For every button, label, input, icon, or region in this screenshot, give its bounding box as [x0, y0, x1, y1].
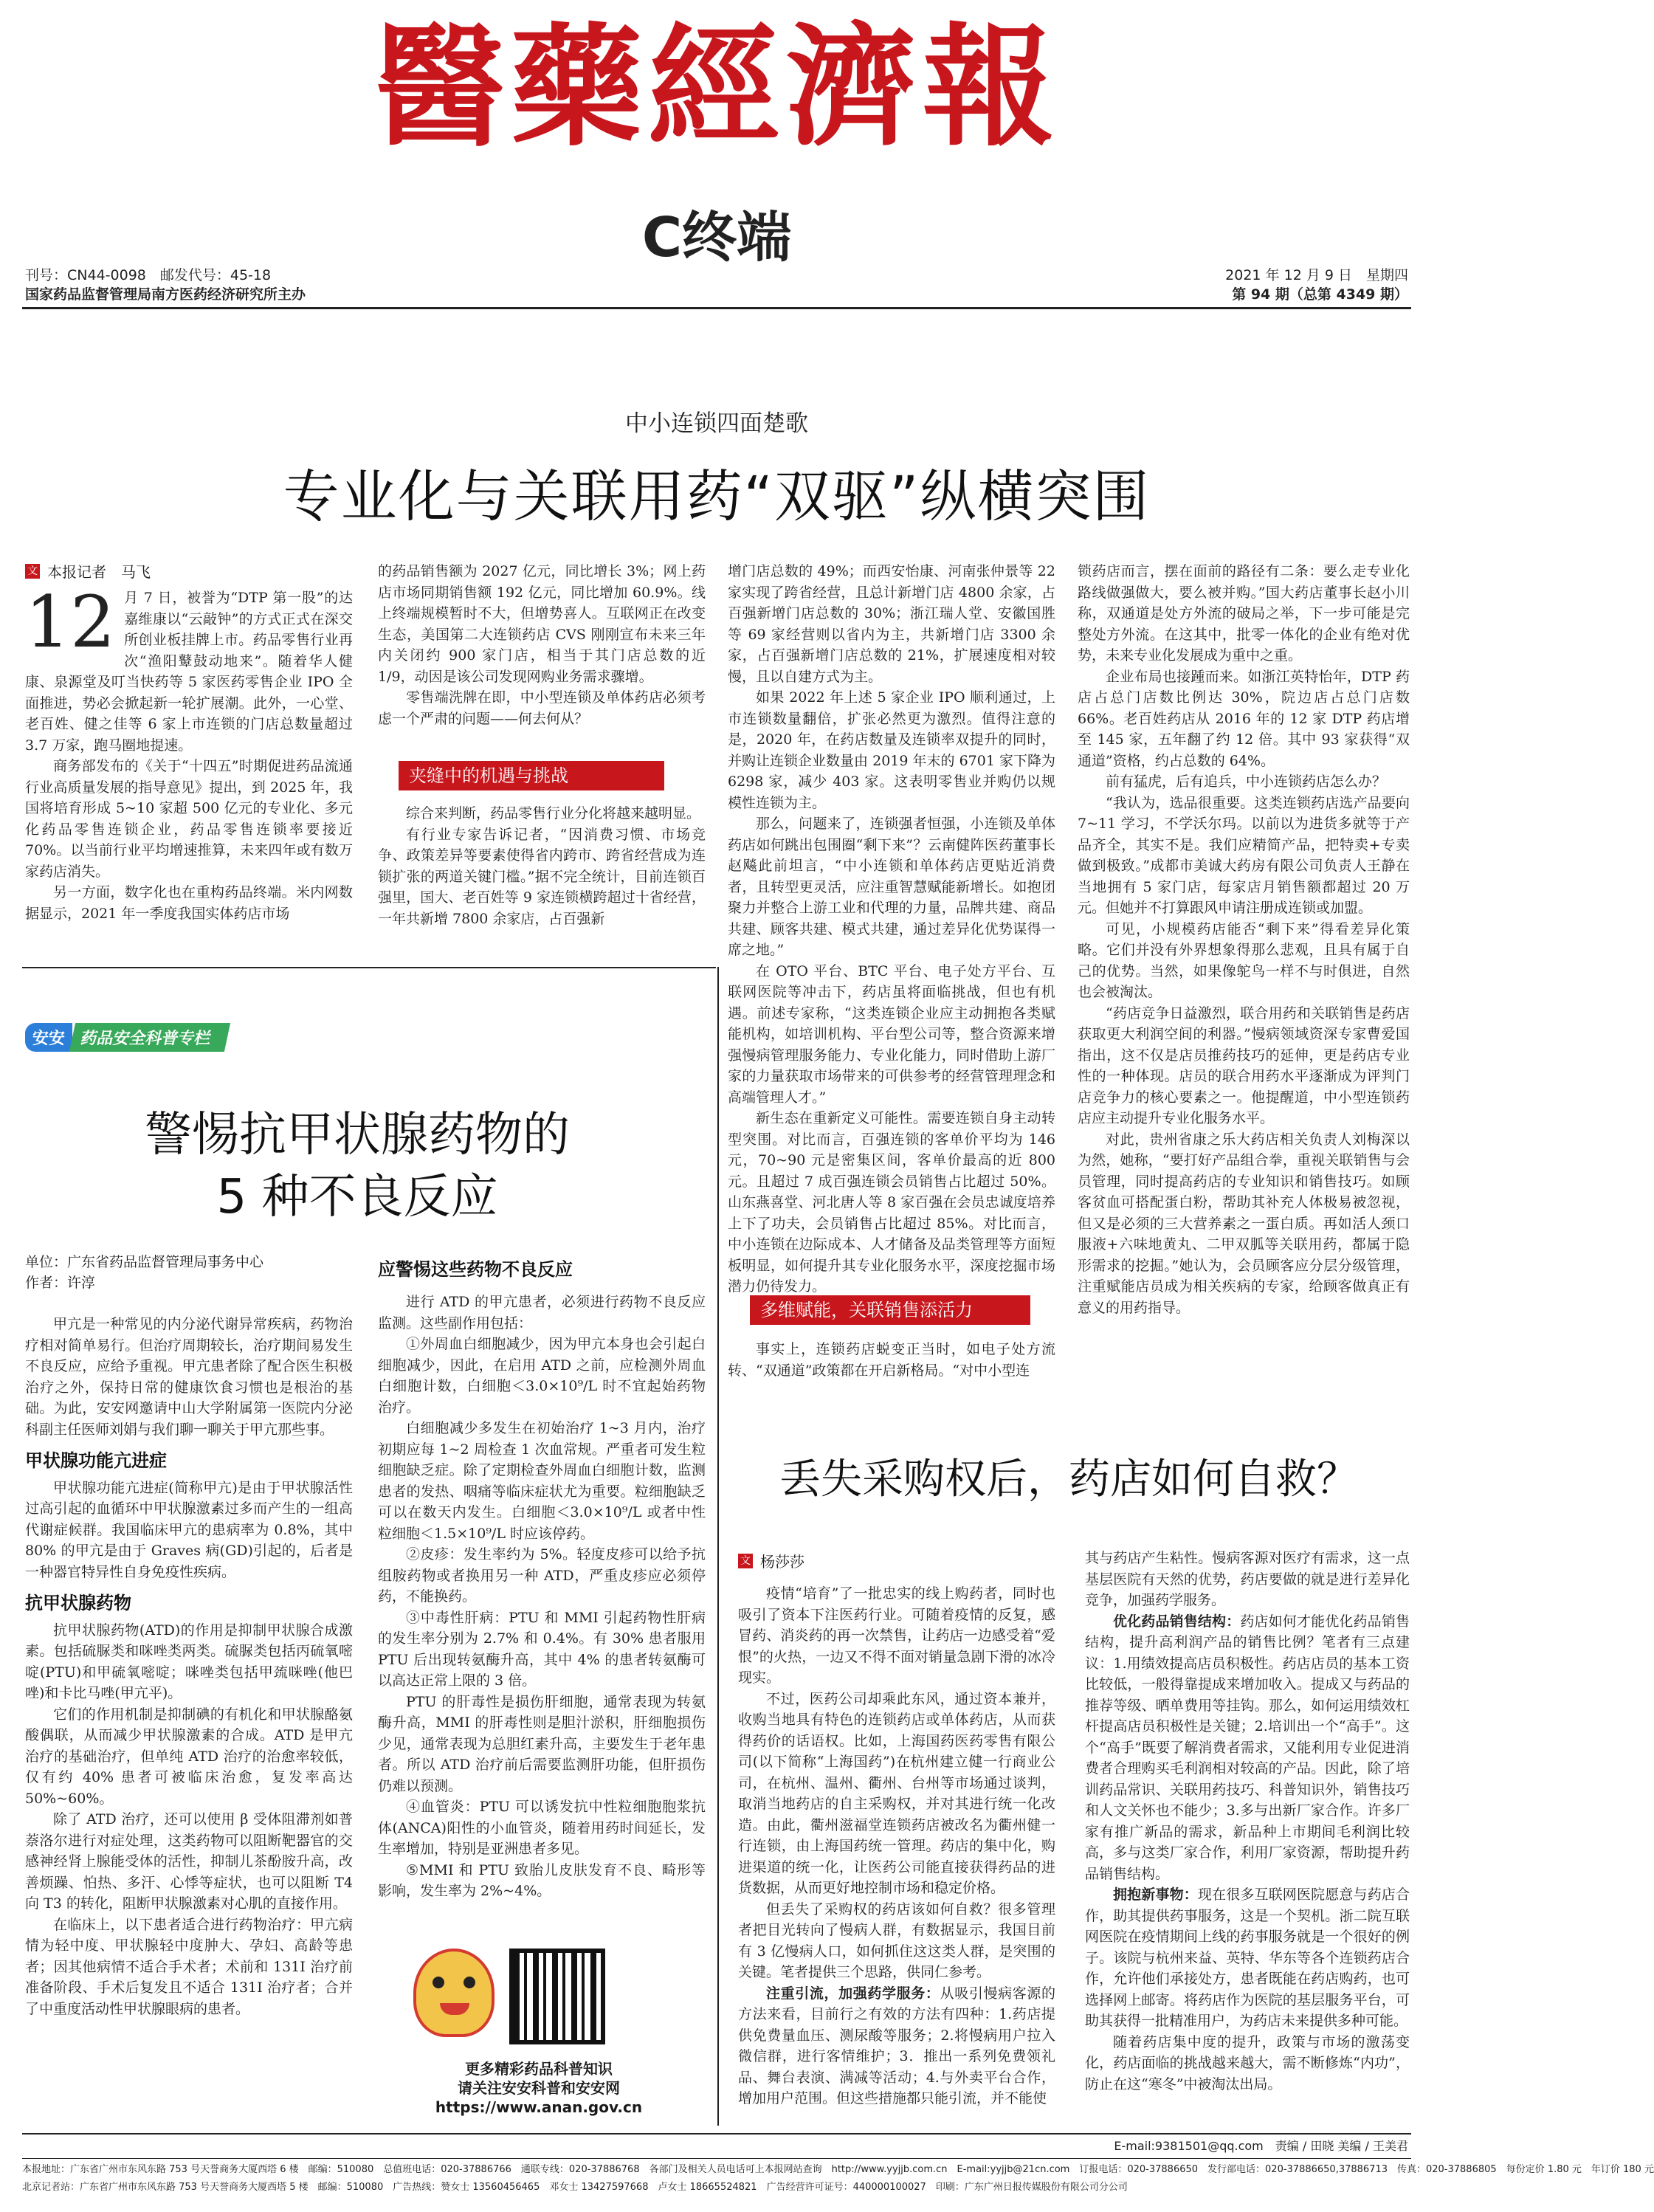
paragraph: 除了 ATD 治疗，还可以使用 β 受体阻滞剂如普萘洛尔进行对症处理，这类药物可以阻断靶器官的交感神经肾上腺能受体的活性，抑制儿茶酚胺升高，改善烦躁、怕热、多汗、心悸等症状，也可以阻断 T4 向 T3 的转化，阻断甲状腺激素对心肌的直接作用。 [25, 1811, 353, 1912]
mascot-image [413, 1949, 495, 2037]
footer-rule [22, 2133, 1411, 2135]
footer-editor-names: 责编 / 田晓 美编 / 王美君 [1275, 2139, 1408, 2153]
paragraph: 但丢失了采购权的药店该如何自救？很多管理者把目光转向了慢病人群，有数据显示，我国目前有 3 亿慢病人口，如何抓住这这类人群，是突围的关键。笔者提供三个思路，供同仁参考。 [738, 1901, 1055, 1980]
paragraph: 综合来判断，药品零售行业分化将越来越明显。 [406, 805, 701, 821]
publication-code: 刊号：CN44-0098 邮发代号：45-18 [25, 267, 272, 283]
subheading: 甲状腺功能亢进症 [25, 1450, 167, 1471]
paragraph: 月 7 日，被誉为“DTP 第一股”的达嘉维康以“云敲钟”的方式正式在深交所创业板挂牌上市。药品零售行业再次“渔阳鼙鼓动地来”。随着华人健康、泉源堂及叮当快药等 5 家医药零售企业 IPO 全面推进，势必会掀起新一轮扩展潮。此外，一心堂、老百姓、健之佳等 6 家上市连锁的门店总数量超过 3.7 万家，跑马圈地提速。 [25, 590, 353, 754]
inline-subheading: 优化药品销售结构： [1113, 1613, 1241, 1630]
lead-kicker: 中小连锁四面楚歌 [625, 410, 808, 437]
paragraph: 可见，小规模药店能否“剩下来”得看差异化策略。它们并没有外界想象得那么悲观，且具有属于自己的优势。当然，如果像鸵鸟一样不与时俱进，自然也会被淘汰。 [1078, 920, 1410, 1000]
paragraph: 的药品销售额为 2027 亿元，同比增长 3%；网上药店市场同期销售额 192 亿元，同比增加 60.9%。线上终端规模暂时不大，但增势喜人。互联网正在改变生态，美国第二大连锁药店 CVS 刚刚宣布未来三年内关闭约 900 家门店，相当于其门店总数的近 1/9，动因是该公司发现网购业务需求骤增。 [378, 563, 706, 685]
qr-caption-url[interactable]: https://www.anan.gov.cn [435, 2098, 643, 2116]
footer-address-line: 本报地址：广东省广州市东风东路 753 号天誉商务大厦西塔 6 楼 邮编：510080 总值班电话：020-37886766 通联专线：020-37886768 各部门及相关人员电话可上本报网站查询 http://www.yyjjb.com.cn E-mail:yyjjb@21cn.com 订报电话：020-37886650 发行部电话：020-37886650,37886713 传真：020-37886805 每份定价 1.80 元 年订价 180 元 [22, 2164, 1654, 2175]
qr-caption [428, 2059, 649, 2117]
paragraph: 其与药店产生粘性。慢病客源对医疗有需求，这一点基层医院有天然的优势，药店要做的就是进行差异化竞争，加强药学服务。 [1085, 1550, 1410, 1608]
paragraph: 甲亢是一种常见的内分泌代谢异常疾病，药物治疗相对简单易行。但治疗周期较长，治疗期间易发生不良反应，应给予重视。甲亢患者除了配合医生积极治疗之外，保持日常的健康饮食习惯也是根治的基础。为此，安安网邀请中山大学附属第一医院内分泌科副主任医师刘娟与我们聊一聊关于甲亢那些事。 [25, 1316, 353, 1438]
mascot-eye [464, 1977, 475, 1988]
paragraph: 零售端洗牌在即，中小型连锁及单体药店必须考虑一个严肃的问题——何去何从？ [378, 689, 706, 727]
issue-number: 第 94 期（总第 4349 期） [1232, 286, 1408, 303]
footer-editors [1114, 2139, 1408, 2154]
mascot-eye [433, 1977, 444, 1988]
paragraph: 另一方面，数字化也在重构药品终端。米内网数据显示，2021 年一季度我国实体药店市场 [25, 884, 353, 922]
paragraph: 甲状腺功能亢进症(简称甲亢)是由于甲状腺活性过高引起的血循环中甲状腺激素过多而产生的一组高代谢症候群。我国临床甲亢的患病率为 0.8%，其中 80% 的甲亢是由于 Graves 病(GD)引起的，后者是一种器官特异性自身免疫性疾病。 [25, 1479, 353, 1580]
paragraph: 前有猛虎，后有追兵，中小连锁药店怎么办？ [1106, 773, 1387, 790]
paragraph: “药店竞争日益激烈，联合用药和关联销售是药店获取更大利润空间的利器。”慢病领域资深专家曹爱国指出，这不仅是店员推药技巧的延伸，更是药店专业性的一种体现。店员的联合用药水平逐渐成为评判门店竞争力的核心要素之一。他提醒道，中小型连锁药店应主动提升专业化服务水平。 [1078, 1005, 1410, 1126]
health-title-line1: 警惕抗甲状腺药物的 [145, 1108, 570, 1162]
header-rule [22, 307, 1411, 309]
lead-headline: 专业化与关联用药“双驱”纵横突围 [283, 464, 1151, 529]
paragraph: 随着药店集中度的提升，政策与市场的激荡变化，药店面临的挑战越来越大，需不断修炼“内功”，防止在这“寒冬”中被淘汰出局。 [1085, 2033, 1410, 2092]
second-column-2 [1085, 1548, 1410, 2126]
second-headline: 丢失采购权后，药店如何自救？ [779, 1455, 1358, 1503]
health-unit: 单位：广东省药品监督管理局事务中心 [25, 1254, 264, 1270]
paragraph: 在 OTO 平台、BTC 平台、电子处方平台、互联网医院等冲击下，药店虽将面临挑战，但也有机遇。前述专家称，“这类连锁企业应主动拥抱各类赋能机构，如培训机构、平台型公司等，整合资源来增强慢病管理服务能力、专业化能力，同时借助上游厂家的力量获取市场带来的可供参考的经营管理理念和高端管理人才。” [728, 962, 1055, 1106]
paragraph: 商务部发布的《关于“十四五”时期促进药品流通行业高质量发展的指导意见》提出，到 2025 年，我国将培育形成 5~10 家超 500 亿元的专业化、多元化药品零售连锁企业，药品零售连锁率要接近 70%。以当前行业平均增速推算，未来四年或有数万家药店消失。 [25, 758, 353, 880]
qr-caption-line: 更多精彩药品科普知识 [465, 2060, 613, 2078]
issue-date: 2021 年 12 月 9 日 星期四 [1225, 267, 1408, 283]
paragraph: ⑤MMI 和 PTU 致胎儿皮肤发育不良、畸形等影响，发生率为 2%~4%。 [378, 1861, 706, 1899]
inline-subheading: 拥抱新事物： [1113, 1887, 1198, 1903]
health-column-1 [25, 1314, 353, 2122]
lead-column-2b [378, 803, 706, 951]
paragraph: 增门店总数的 49%；而西安怡康、河南张仲景等 22 家实现了跨省经营，且总计新增门店 4800 余家，占百强新增门店总数的 30%；浙江瑞人堂、安徽国胜等 69 家经营则以省内为主，共新增门店 3300 余家，占百强新增门店总数的 21%，扩展速度相对较慢，且以自建方式为主。 [728, 563, 1055, 685]
health-column-2 [378, 1292, 706, 1919]
paragraph: 企业布局也接踵而来。如浙江英特怡年，DTP 药店占总门店数比例达 30%，院边店占总门店数 66%。老百姓药店从 2016 年的 12 家 DTP 药店增至 145 家，五年翻了约 12 倍。其中 93 家获得“双通道”资格，约占总数的 64%。 [1078, 668, 1410, 769]
lead-column-2a [378, 561, 706, 754]
paragraph: 疫情“培育”了一批忠实的线上购药者，同时也吸引了资本下注医药行业。可随着疫情的反复，感冒药、消炎药的再一次禁售，让药店一边感受着“爱恨”的火热，一边又不得不面对销量急剧下滑的冰冷现实。 [738, 1585, 1055, 1686]
paragraph: ④血管炎：PTU 可以诱发抗中性粒细胞胞浆抗体(ANCA)阳性的小血管炎，随着用药时间延长，发生率增加，特别是亚洲患者多见。 [378, 1799, 706, 1857]
masthead-title: 醫藥經濟報 [373, 10, 1060, 164]
paragraph: 不过，医药公司却乘此东风，通过资本兼并，收购当地具有特色的连锁药店或单体药店，从而获得药价的话语权。比如，上海国药医药零售有限公司(以下简称“上海国药”)在杭州建立健一行商业公司，在杭州、温州、衢州、台州等市场通过谈判，取消当地药店的自主采购权，并对其进行统一化改造。由此，衢州滋福堂连锁药店被改名为衢州健一行连锁，由上海国药统一管理。药店的集中化，购进渠道的统一化，让医药公司能直接获得药品的进货数据，从而更好地控制市场和稳定价格。 [738, 1690, 1055, 1896]
paragraph: ②皮疹：发生率约为 5%。轻度皮疹可以给予抗组胺药物或者换用另一种 ATD，严重皮疹应必须停药，不能换药。 [378, 1546, 706, 1605]
second-author: 杨莎莎 [760, 1553, 804, 1571]
paragraph: 从吸引慢病客源的方法来看，目前行之有效的方法有四种：1.药店提供免费量血压、测尿酸等服务；2.将慢病用户拉入微信群，进行客情维护；3．推出一系列免费领礼品、舞台表演、满减等活动；4.与外卖平台合作，增加用户范围。但这些措施都只能引流，并不能使 [738, 1985, 1055, 2106]
lead-column-1 [25, 581, 353, 957]
second-column-1 [738, 1583, 1055, 2126]
qr-code[interactable] [509, 1949, 605, 2044]
lead-byline [25, 560, 151, 582]
paragraph: 如果 2022 年上述 5 家企业 IPO 顺利通过，上市连锁数量翻倍，扩张必然更为激烈。值得注意的是，2020 年，在药店数量及连锁率双提升的同时，并购让连锁企业数量由 2019 年末的 6701 家下降为 6298 家，减少 403 家。这表明零售业并购仍以规模性连锁为主。 [728, 689, 1055, 811]
paragraph: 在临床上，以下患者适合进行药物治疗：甲亢病情为轻中度、甲状腺轻中度肿大、孕妇、高龄等患者；因其他病情不适合手术者；术前和 131I 治疗前准备阶段、手术后复发且不适合 131I 治疗者；合并了中重度活动性甲状腺眼病的患者。 [25, 1916, 353, 2017]
paragraph: 有行业专家告诉记者，“因消费习惯、市场竞争、政策差异等要素使得省内跨市、跨省经营成为连锁扩张的两道关键门槛。”据不完全统计，目前连锁百强里，国大、老百姓等 9 家连锁横跨超过十省经营，一年共新增 7800 余家店，占百强新 [378, 826, 706, 927]
lead-column-4 [1078, 561, 1410, 1384]
dropcap: 12 [25, 581, 116, 664]
paragraph: 进行 ATD 的甲亢患者，必须进行药物不良反应监测。这些副作用包括： [378, 1294, 706, 1331]
subheading: 应警惕这些药物不良反应 [378, 1259, 573, 1280]
anan-banner [25, 1023, 227, 1052]
paragraph: 它们的作用机制是抑制碘的有机化和甲状腺酪氨酸偶联，从而减少甲状腺激素的合成。ATD 是甲亢治疗的基础治疗，但单纯 ATD 治疗的治愈率较低，仅有约 40% 患者可被临床治愈，复发率高达 50%~60%。 [25, 1706, 353, 1807]
paragraph: 白细胞减少多发生在初始治疗 1~3 月内，治疗初期应每 1~2 周检查 1 次血常规。严重者可发生粒细胞缺乏症。除了定期检查外周血白细胞计数，监测患者的发热、咽痛等临床症状尤为重要。粒细胞缺乏可以在数天内发生。白细胞＜3.0×10⁹/L 或者中性粒细胞＜1.5×10⁹/L 时应该停药。 [378, 1420, 706, 1542]
footer-contact-line: 北京记者站：广东省广州市东风东路 753 号天誉商务大厦西塔 5 楼 邮编：510080 广告热线：赞女士 13560456465 邓女士 13427597668 卢女士 18665524821 广告经营许可证号：440000100027 印刷：广东广州日报传媒股份有限公司分公司 [22, 2182, 1128, 2193]
paragraph: 药店如何才能优化药品销售结构，提升高利润产品的销售比例？笔者有三点建议：1.用绩效提高店员积极性。药店店员的基本工资比较低，一般得靠提成来增加收入。提成又与药品的推荐等级、晒单费用等挂钩。那么，如何运用绩效杠杆提高店员积极性是关键；2.培训出一个“高手”。这个“高手”既要了解消费者需求，又能利用专业促进消费者合理购买毛利润相对较高的产品。因此，除了培训药品常识、关联用药技巧、科普知识外，销售技巧和人文关怀也不能少；3.多与出新厂家合作。许多厂家有推广新品的需求，新品种上市期间毛利润比较高，多与这类厂家合作，利用厂家资源，帮助提升药品销售结构。 [1085, 1613, 1410, 1882]
paragraph: 抗甲状腺药物(ATD)的作用是抑制甲状腺合成激素。包括硫脲类和咪唑类两类。硫脲类包括丙硫氧嘧啶(PTU)和甲硫氧嘧啶；咪唑类包括甲巯咪唑(他巴唑)和卡比马唑(甲亢平)。 [25, 1622, 353, 1701]
section-divider [22, 967, 716, 968]
footer-rule-thin [22, 2158, 1411, 2159]
byline-marker: 文 [738, 1554, 753, 1568]
paragraph: 现在很多互联网医院愿意与药店合作，助其提供药事服务，这是一个契机。浙二院互联网医院在疫情期间上线的药事服务就是一个很好的例子。该院与杭州来益、英特、华东等各个连锁药店合作，允许他们承接处方，患者既能在药店购药，也可选择网上邮寄。将药店作为医院的基层服务平台，可助其获得一批精准用户，为药店未来提供多种可能。 [1085, 1887, 1410, 2029]
column-divider [717, 967, 719, 2126]
byline-marker: 文 [25, 564, 40, 579]
qr-caption-line: 请关注安安科普和安安网 [458, 2079, 620, 2097]
health-title-line2: 5 种不良反应 [216, 1170, 498, 1224]
paragraph: 那么，问题来了，连锁强者恒强，小连锁及单体药店如何跳出包围圈“剩下来”？云南健阵医药董事长赵飚此前坦言，“中小连锁和单体药店更贴近消费者，且转型更灵活，应注重智慧赋能新增长。如抱团聚力并整合上游工业和代理的力量，品牌共建、商品共建、顾客共建、模式共建，通过差异化优势谋得一席之地。” [728, 816, 1055, 958]
paragraph: 事实上，连锁药店蜕变正当时，如电子处方流转、“双通道”政策都在开启新格局。“对中小型连 [728, 1341, 1055, 1379]
paragraph: ①外周血白细胞减少，因为甲亢本身也会引起白细胞减少，因此，在启用 ATD 之前，应检测外周血白细胞计数，白细胞＜3.0×10⁹/L 时不宜起始药物治疗。 [378, 1336, 706, 1416]
paragraph: ③中毒性肝病：PTU 和 MMI 引起药物性肝病的发生率分别为 2.7% 和 0.4%。有 30% 患者服用 PTU 后出现转氨酶升高，其中 4% 的患者转氨酶可以高达正常上限的 3 倍。 [378, 1609, 706, 1689]
section-heading-2: 多维赋能，关联销售添活力 [750, 1295, 1030, 1325]
second-byline [738, 1550, 804, 1571]
footer-email: E-mail:9381501@qq.com [1114, 2139, 1264, 2153]
lead-column-3b [728, 1339, 1055, 1383]
paragraph: 锁药店而言，摆在面前的路径有二条：要么走专业化路线做强做大，要么被并购。”国大药店董事长赵小川称，双通道是处方外流的破局之举，下一步可能是完整处方外流。在这其中，批零一体化的企业有绝对优势，未来专业化发展成为重中之重。 [1078, 563, 1410, 664]
anan-column-title: 药品安全科普专栏 [69, 1023, 230, 1052]
paragraph: PTU 的肝毒性是损伤肝细胞，通常表现为转氨酶升高，MMI 的肝毒性则是胆汁淤积，肝细胞损伤少见，通常表现为总胆红素升高，主要发生于老年患者。所以 ATD 治疗前后需要监测肝功能，但肝损伤仍难以预测。 [378, 1693, 706, 1794]
lead-author: 本报记者 马飞 [47, 563, 151, 581]
paragraph: 对此，贵州省康之乐大药店相关负责人刘梅深以为然，她称，“要打好产品组合拳，重视关联销售与会员管理，同时提高药店的专业知识和销售技巧。如顾客贫血可搭配蛋白粉，帮助其补充人体极易被忽视，但又是必须的三大营养素之一蛋白质。再如活人颈口服液+六味地黄丸、二甲双胍等关联用药，都属于隐形需求的挖掘。”她认为，会员顾客应分层分级管理，注重赋能店员成为相关疾病的专家，给顾客做真正有意义的用药指导。 [1078, 1131, 1410, 1316]
health-author: 作者：许淳 [25, 1275, 96, 1291]
lead-column-3a [728, 561, 1055, 1295]
anan-logo: 安安 [25, 1023, 72, 1052]
paragraph: “我认为，选品很重要。这类连锁药店选产品要向 7~11 学习，不学沃尔玛。以前以为进货多就等于产品齐全，其实不是。我们应精简产品，把特卖+专卖做到极致。”成都市美诚大药房有限公司负责人王静在当地拥有 5 家门店，每家店月销售额都超过 20 万元。但她并不打算跟风申请注册成连锁或加盟。 [1078, 794, 1410, 916]
edition-label: C终端 [641, 206, 792, 269]
section-heading-1: 夹缝中的机遇与挑战 [399, 761, 664, 790]
paragraph: 新生态在重新定义可能性。需要连锁自身主动转型突围。对比而言，百强连锁的客单价平均为 146 元，70~90 元是密集区间，客单价最高的近 800 元。且超过 7 成百强连锁会员销售占比超过 50%。山东燕喜堂、河北唐人等 8 家百强在会员忠诚度培养上下了功夫，会员销售占比超过 85%。对比而言，中小连锁在边际成本、人才储备及品类管理等方面短板明显，如何提升其专业化服务水平，深度挖掘市场潜力仍待发力。 [728, 1110, 1055, 1295]
mascot-mouth [440, 2003, 469, 2015]
inline-subheading: 注重引流，加强药学服务： [766, 1985, 940, 2002]
publisher: 国家药品监督管理局南方医药经济研究所主办 [25, 286, 306, 303]
subheading: 抗甲状腺药物 [25, 1593, 131, 1613]
